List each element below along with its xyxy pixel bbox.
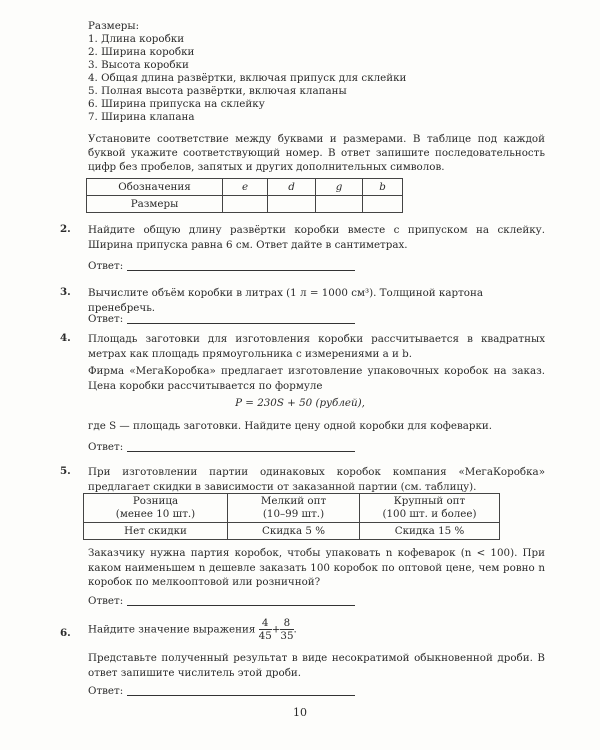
answer-cell[interactable]: [268, 196, 316, 213]
size-item: 2. Ширина коробки: [88, 46, 195, 58]
price-formula: P = 230S + 50 (рублей),: [235, 397, 365, 409]
page-number: 10: [293, 706, 307, 719]
table-cell: Скидка 15 %: [360, 523, 500, 540]
answer-field[interactable]: Ответ:: [88, 595, 355, 607]
answer-field[interactable]: Ответ:: [88, 260, 355, 272]
task-text: Площадь заготовки для изготовления коробки рассчитывается в квадратных метрах как площадь прямоугольника с измерениями a и b.: [88, 333, 545, 360]
size-item: 5. Полная высота развёртки, включая клапаны: [88, 85, 347, 97]
task-number: 2.: [60, 223, 71, 235]
table-header: Крупный опт (100 шт. и более): [360, 494, 500, 523]
task-number: 3.: [60, 286, 71, 298]
task-text: Вычислите объём коробки в литрах (1 л = 1000 см³). Толщиной картона пренебречь.: [88, 287, 483, 314]
answer-cell[interactable]: [223, 196, 268, 213]
discount-table: [83, 493, 500, 540]
table-cell: Размеры: [87, 196, 223, 213]
table-cell: b: [363, 179, 403, 196]
fraction: $\frac{8}{35}$: [280, 617, 294, 642]
size-item: 1. Длина коробки: [88, 33, 185, 45]
match-table: [86, 178, 403, 213]
size-item: 6. Ширина припуска на склейку: [88, 98, 265, 110]
table-header: Розница (менее 10 шт.): [84, 494, 228, 523]
answer-cell[interactable]: [363, 196, 403, 213]
task-text: Представьте полученный результат в виде несократимой обыкновенной дроби. В ответ запишите числитель этой дроби.: [88, 652, 545, 679]
answer-field[interactable]: Ответ:: [88, 685, 355, 697]
task-text: Найдите значение выражения $\frac{4}{45}$ + $\frac{8}{35}$ .: [88, 617, 297, 642]
fraction: $\frac{4}{45}$: [258, 617, 272, 642]
task-number: 6.: [60, 627, 71, 639]
table-header: Мелкий опт (10–99 шт.): [228, 494, 360, 523]
task-text: где S — площадь заготовки. Найдите цену одной коробки для кофеварки.: [88, 420, 493, 432]
task-text: Заказчику нужна партия коробок, чтобы упаковать n кофеварок (n < 100). При каком наименьшем n дешевле заказать 100 коробок по оптовой цене, чем ровно n коробок по мелкооптовой или розничной?: [88, 547, 545, 588]
size-item: 7. Ширина клапана: [88, 111, 195, 123]
table-cell: Скидка 5 %: [228, 523, 360, 540]
task-number: 5.: [60, 465, 71, 477]
task-text: Найдите общую длину развёртки коробки вместе с припуском на склейку. Ширина припуска равна 6 см. Ответ дайте в сантиметрах.: [88, 224, 545, 251]
match-instruction: Установите соответствие между буквами и размерами. В таблице под каждой буквой укажите соответствующий номер. В ответ запишите последовательность цифр без пробелов, запятых и других дополнительных символов.: [88, 133, 545, 173]
sizes-heading: Размеры:: [88, 20, 140, 32]
table-cell: Нет скидки: [84, 523, 228, 540]
task-text: Фирма «МегаКоробка» предлагает изготовление упаковочных коробок на заказ. Цена коробки рассчитывается по формуле: [88, 365, 545, 392]
table-cell: d: [268, 179, 316, 196]
table-cell: g: [316, 179, 363, 196]
table-cell: Обозначения: [87, 179, 223, 196]
answer-field[interactable]: Ответ:: [88, 441, 355, 453]
task-text: При изготовлении партии одинаковых коробок компания «МегаКоробка» предлагает скидки в зависимости от заказанной партии (см. таблицу).: [88, 466, 545, 493]
task-number: 4.: [60, 332, 71, 344]
size-item: 3. Высота коробки: [88, 59, 189, 71]
sizes-list: [88, 20, 545, 124]
answer-field[interactable]: Ответ:: [88, 313, 355, 325]
size-item: 4. Общая длина развёртки, включая припуск для склейки: [88, 72, 407, 84]
answer-cell[interactable]: [316, 196, 363, 213]
table-cell: e: [223, 179, 268, 196]
